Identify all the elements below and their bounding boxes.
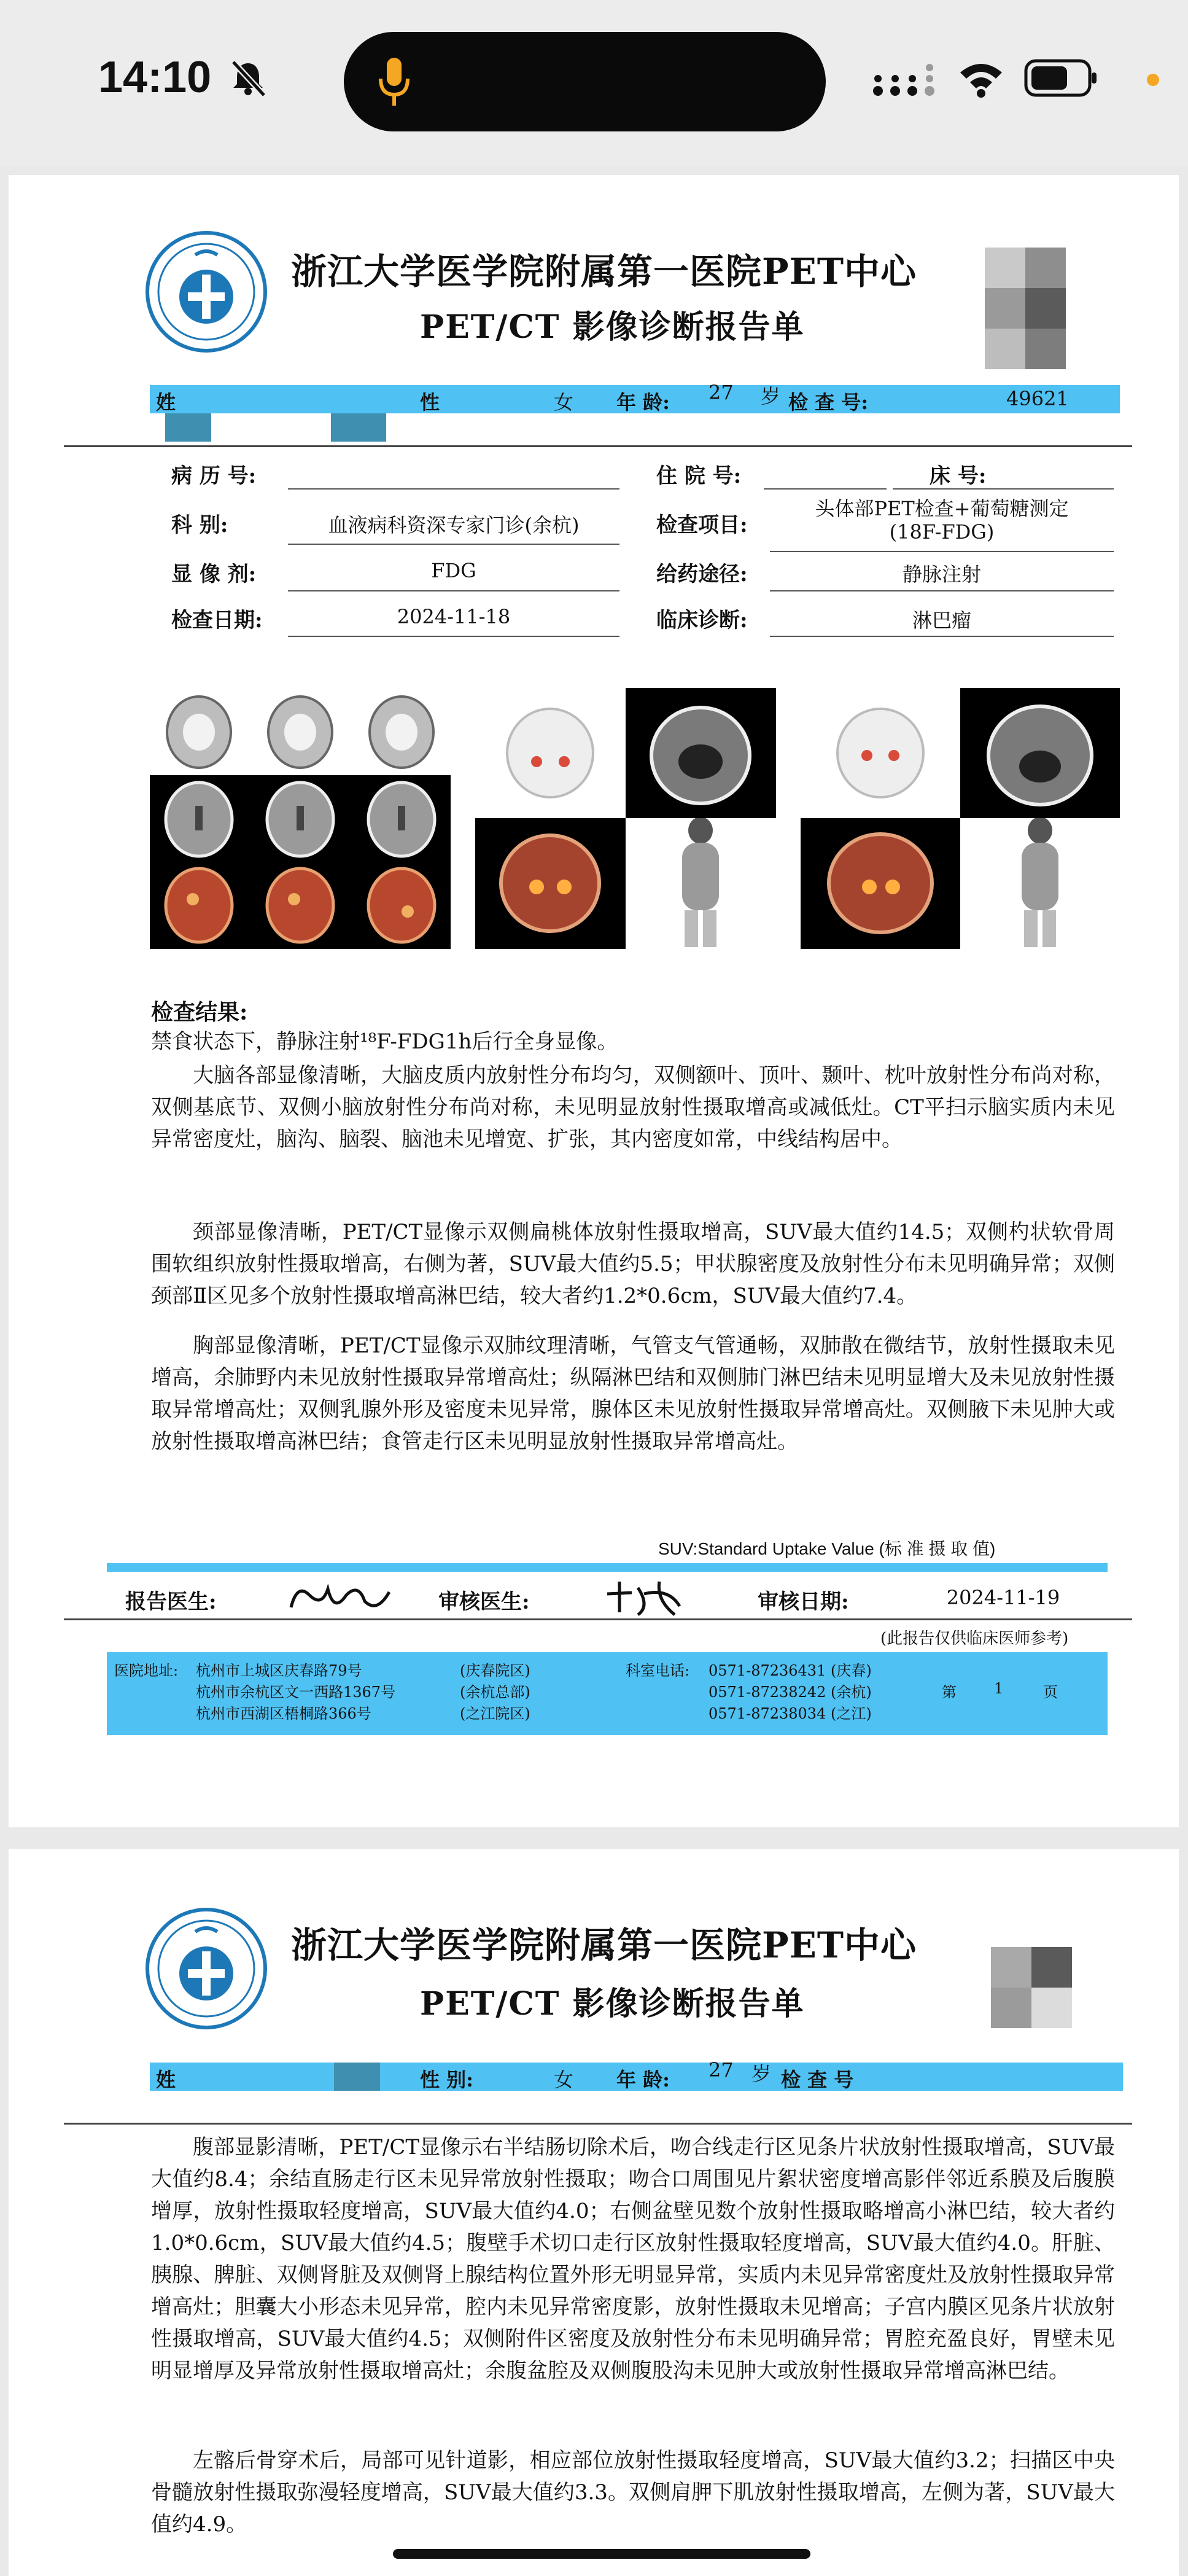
bed-no-label: 床 号: [930, 464, 987, 488]
neck-fusion-axial [475, 818, 626, 949]
address-1: 杭州市上城区庆春路79号 [196, 1662, 362, 1679]
hospital-name: 浙江大学医学院附属第一医院PET中心 [291, 251, 917, 292]
reporter-signature [285, 1577, 395, 1620]
reporter-label: 报告医生: [125, 1590, 217, 1614]
route-value: 静脉注射 [902, 563, 981, 586]
results-neck: 颈部显像清晰，PET/CT显像示双侧扁桃体放射性摄取增高，SUV最大值约14.5；双侧杓状软骨周围软组织放射性摄取增高，右侧为著，SUV最大值约5.5；甲状腺密度及放射性分布未见明确异常；双侧颈部Ⅱ区见多个放射性摄取增高淋巴结，较大者约1.2*0.6cm，SUV最大值约7.4。 [151, 1220, 1115, 1308]
results-bone: 左髂后骨穿术后，局部可见针道影，相应部位放射性摄取轻度增高，SUV最大值约3.2；扫描区中央骨髓放射性摄取弥漫轻度增高，SUV最大值约3.3。双侧肩胛下肌放射性摄取增高，左侧为著，SUV最大值约4.9。 [151, 2448, 1115, 2537]
microphone-icon [376, 54, 413, 109]
suv-note: SUV:Standard Uptake Value (标 准 摄 取 值) [658, 1539, 996, 1558]
diagnosis-value: 淋巴瘤 [912, 609, 971, 632]
age-unit: 岁 [761, 384, 781, 408]
exam-item-tracer: (18F-FDG) [889, 520, 995, 544]
agent-value: FDG [431, 559, 476, 582]
report-title: PET/CT 影像诊断报告单 [420, 308, 805, 346]
status-time: 14:10 [98, 53, 212, 102]
sex-value: 女 [554, 391, 574, 414]
mip-whole-body-2 [960, 818, 1120, 949]
record-no-label: 病 历 号: [171, 464, 257, 488]
sex-label: 性 [420, 391, 440, 414]
results-abdomen: 腹部显影清晰，PET/CT显像示右半结肠切除术后，吻合线走行区见条片状放射性摄取增高，SUV最大值约8.4；余结直肠走行区未见异常放射性摄取；吻合口周围见片絮状密度增高影伴邻近系膜及后腹膜增厚，放射性摄取轻度增高，SUV最大值约4.0；右侧盆壁见数个放射性摄取略增高小淋巴结，较大者约1.0*0.6cm，SUV最大值约4.5；腹壁手术切口走行区放射性摄取轻度增高，SUV最大值约4.0。肝脏、胰腺、脾脏、双侧肾脏及双侧肾上腺结构位置外形无明显异常，实质内未见异常密度灶及放射性摄取异常增高灶；胆囊大小形态未见异常，腔内未见异常密度影，放射性摄取未见增高；子宫内膜区见条片状放射性摄取增高，SUV最大值约4.5；双侧附件区密度及放射性分布未见明确异常；胃腔充盈良好，胃壁未见明显增厚及异常放射性摄取增高灶；余腹盆腔及双侧腹股沟未见肿大或放射性摄取异常增高淋巴结。 [151, 2135, 1115, 2383]
age-value: 27 [709, 381, 734, 404]
name-label: 姓 [156, 2068, 176, 2091]
agent-label: 显 像 剂: [171, 562, 257, 587]
phone-label: 科室电话: [626, 1662, 690, 1679]
reference-note: (此报告仅供临床医师参考) [880, 1630, 1069, 1648]
pet-ct-image-montage [150, 688, 1120, 949]
address-3: 杭州市西湖区梧桐路366号 [196, 1705, 371, 1722]
report-page-1 [9, 175, 1179, 1827]
age-label: 年 龄: [616, 391, 670, 414]
exam-no-value: 49621 [1006, 387, 1069, 410]
results-brain: 大脑各部显像清晰，大脑皮质内放射性分布均匀，双侧额叶、顶叶、颞叶、枕叶放射性分布尚对称，双侧基底节、双侧小脑放射性分布尚对称，未见明显放射性摄取增高或减低灶。CT平扫示脑实质内未见异常密度灶，脑沟、脑裂、脑池未见增宽、扩张，其内密度如常，中线结构居中。 [151, 1063, 1115, 1152]
route-label: 给药途径: [656, 562, 748, 587]
recording-indicator [1147, 74, 1159, 86]
sex-label: 性 别: [420, 2068, 473, 2091]
exam-date-label: 检查日期: [171, 608, 263, 633]
report-title: PET/CT 影像诊断报告单 [420, 1985, 805, 2023]
hospital-logo [145, 1907, 268, 2030]
brain-pet-row [150, 688, 451, 775]
silent-bell-icon [228, 58, 268, 98]
hospital-name: 浙江大学医学院附属第一医院PET中心 [291, 1924, 917, 1966]
exam-item-value: 头体部PET检查+葡萄糖测定 [815, 497, 1069, 520]
phone-1: 0571-87236431 (庆春) [709, 1662, 872, 1679]
results-heading: 检查结果: [151, 999, 248, 1025]
admission-no-label: 住 院 号: [656, 464, 742, 488]
campus-1: (庆春院区) [460, 1662, 530, 1679]
home-indicator[interactable] [393, 2549, 810, 2559]
brain-ct-row [150, 775, 451, 862]
neck-fusion-axial-2 [801, 818, 960, 949]
exam-item-label: 检查项目: [656, 513, 748, 537]
neck-pet-axial [475, 688, 626, 818]
sex-value: 女 [554, 2068, 574, 2091]
name-label: 姓 [156, 391, 176, 414]
report-page-2 [9, 1849, 1179, 2576]
reviewer-signature [601, 1575, 687, 1620]
dynamic-island [344, 32, 826, 131]
neck-pet-axial-2 [801, 688, 960, 818]
page-suffix: 页 [1043, 1684, 1058, 1701]
results-intro: 禁食状态下，静脉注射¹⁸F-FDG1h后行全身显像。 [151, 1029, 618, 1054]
phone-3: 0571-87238034 (之江) [709, 1705, 872, 1722]
dept-label: 科 别: [171, 513, 228, 537]
age-value: 27 [709, 2058, 734, 2082]
diagnosis-label: 临床诊断: [656, 608, 748, 633]
phone-2: 0571-87238242 (余杭) [709, 1684, 872, 1701]
status-bar [0, 0, 1188, 166]
results-chest: 胸部显像清晰，PET/CT显像示双肺纹理清晰，气管支气管通畅，双肺散在微结节，放射性摄取未见增高，余肺野内未见放射性摄取异常增高灶；纵隔淋巴结和双侧肺门淋巴结未见明显增大及未见放射性摄取异常增高灶；双侧乳腺外形及密度未见异常，腺体区未见放射性摄取异常增高灶。双侧腋下未见肿大或放射性摄取增高淋巴结；食管走行区未见明显放射性摄取异常增高灶。 [151, 1333, 1115, 1454]
qr-code-redacted [985, 248, 1083, 377]
hospital-logo [145, 230, 268, 353]
dept-value: 血液病科资深专家门诊(余杭) [328, 513, 580, 537]
qr-code-redacted [991, 1947, 1089, 2033]
exam-date-value: 2024-11-18 [397, 605, 511, 628]
review-date-label: 审核日期: [758, 1590, 849, 1614]
neck-ct-axial [626, 688, 776, 818]
brain-fusion-row [150, 862, 451, 949]
campus-3: (之江院区) [460, 1705, 530, 1722]
battery-icon [1024, 59, 1098, 97]
age-unit: 岁 [751, 2062, 772, 2085]
age-label: 年 龄: [616, 2068, 670, 2091]
reviewer-label: 审核医生: [438, 1590, 530, 1614]
exam-no-label: 检 查 号 [781, 2068, 854, 2091]
cellular-signal-icon [872, 61, 939, 98]
wifi-icon [958, 59, 1004, 98]
exam-no-label: 检 查 号: [788, 391, 869, 414]
review-date-value: 2024-11-19 [946, 1586, 1060, 1609]
page-number: 1 [994, 1680, 1004, 1697]
address-2: 杭州市余杭区文一西路1367号 [196, 1684, 396, 1701]
neck-ct-axial-2 [960, 688, 1120, 818]
mip-whole-body [626, 818, 776, 949]
address-label: 医院地址: [114, 1662, 179, 1679]
page-prefix: 第 [942, 1684, 957, 1701]
campus-2: (余杭总部) [460, 1684, 530, 1701]
